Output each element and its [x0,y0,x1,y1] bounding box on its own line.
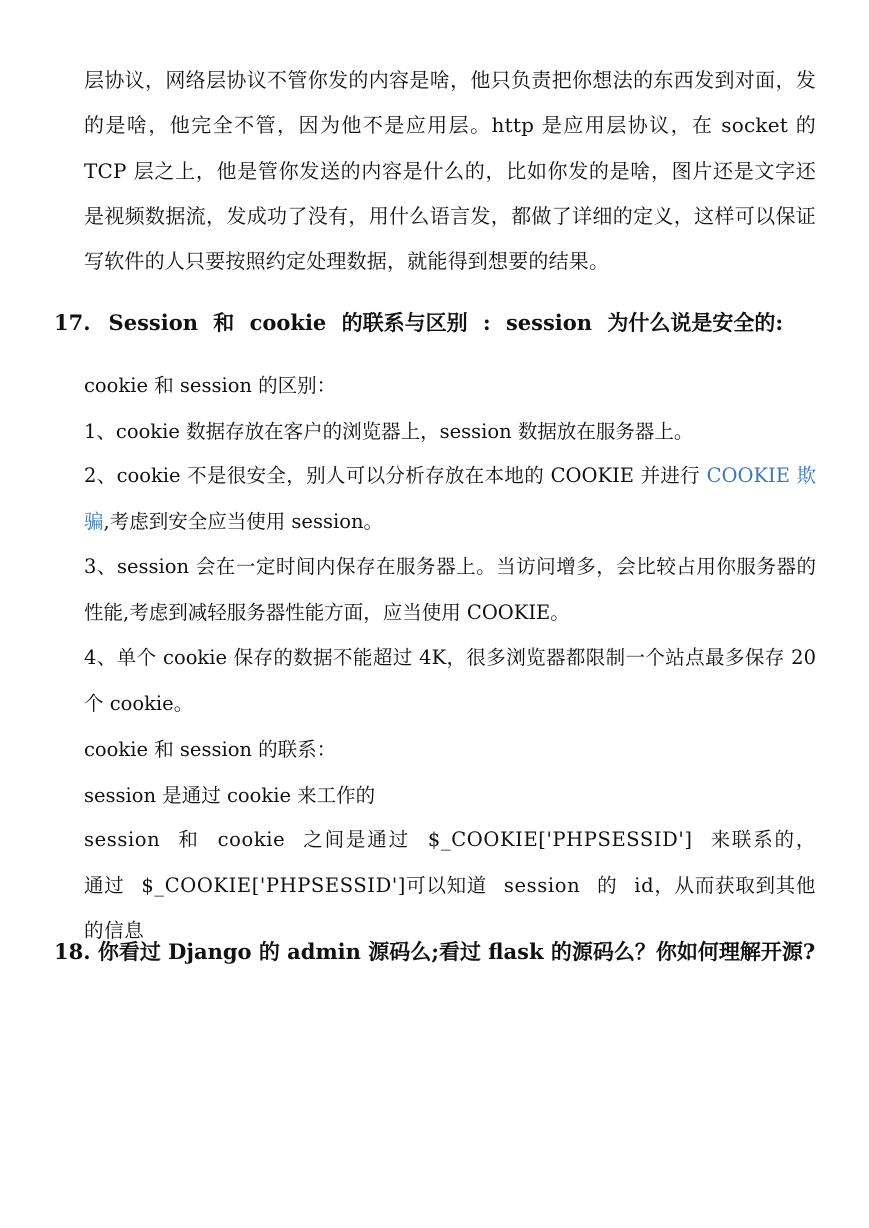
section-17-heading [54,306,816,340]
diff-intro: cookie 和 session 的区别： [84,374,337,397]
section-17-number: 17. [54,310,91,335]
section-18-heading: 18. 你看过 Django 的 admin 源码么;看过 flask 的源码么？你如何理解开源? [54,939,816,964]
intro-paragraph: 层协议，网络层协议不管你发的内容是啥，他只负责把你想法的东西发到对面，发的是啥，他完全不管，因为他不是应用层。http 是应用层协议，在 socket 的 TCP 层之上，他是管你发送的内容是什么的，比如你发的是啥，图片还是文字还是视频数据流，发成功了没有，用什么语言发，都做了详细的定义，这样可以保证写软件的人只要按照约定处理数据，就能得到想要的结果。 [84,68,816,274]
relation-2: session 和 cookie 之间是通过 $_COOKIE['PHPSESSID'] 来联系的，通过 $_COOKIE['PHPSESSID']可以知道 session 的 id，从而获取到其他的信息 [84,828,816,943]
point-2-text-before: 2、cookie 不是很安全，别人可以分析存放在本地的 COOKIE 并进行 [84,464,707,487]
point-4: 4、单个 cookie 保存的数据不能超过 4K，很多浏览器都限制一个站点最多保存 20 个 cookie。 [84,646,816,715]
point-3: 3、session 会在一定时间内保存在服务器上。当访问增多，会比较占用你服务器的性能,考虑到减轻服务器性能方面，应当使用 COOKIE。 [84,555,816,624]
relation-intro: cookie 和 session 的联系： [84,738,337,761]
section-17-title: Session 和 cookie 的联系与区别 : session 为什么说是安全的: [108,310,784,335]
relation-1: session 是通过 cookie 来工作的 [84,784,376,807]
cookie-spoofing-link[interactable]: COOKIE 欺骗 [84,464,816,533]
point-2-text-after: ,考虑到安全应当使用 session。 [103,509,384,533]
point-2 [84,453,816,544]
point-1: 1、cookie 数据存放在客户的浏览器上，session 数据放在服务器上。 [84,420,694,443]
